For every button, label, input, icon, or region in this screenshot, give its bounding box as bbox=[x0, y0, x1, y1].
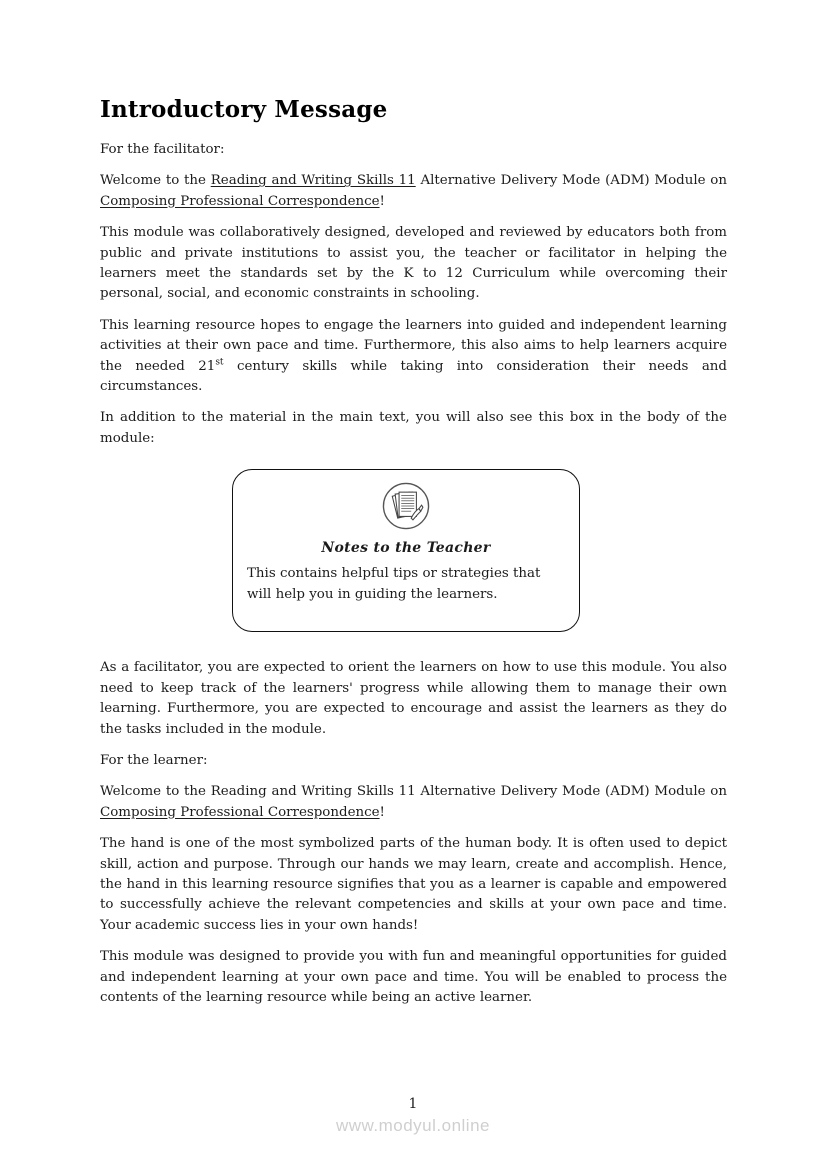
module-topic-underlined-2: Composing Professional Correspondence bbox=[100, 804, 380, 820]
welcome-facilitator-mid: Alternative Delivery Mode (ADM) Module on bbox=[415, 173, 727, 189]
welcome-learner-post: ! bbox=[379, 804, 385, 820]
for-learner-label: For the learner: bbox=[100, 752, 208, 768]
collaborative-paragraph: This module was collaboratively designed, developed and reviewed by educators both from public and private institutions to assist you, the teacher or facilitator in helping the learners meet the standards set by the K to 12 Curriculum while overcoming their personal, social, and economic constraints in schooling. bbox=[100, 225, 727, 302]
for-facilitator-label: For the facilitator: bbox=[100, 142, 225, 157]
notes-to-teacher-icon bbox=[380, 480, 432, 532]
hand-paragraph: The hand is one of the most symbolized parts of the human body. It is often used to depict skill, action and purpose. Through our hands we may learn, create and accomplish. Hence, the hand in this learning resource signifies that you as a learner is capable and empowered to successfully achieve the relevant competencies and skills at your own pace and time. Your academic success lies in your own hands! bbox=[100, 836, 727, 933]
page-number: 1 bbox=[408, 1096, 418, 1112]
welcome-learner-pre: Welcome to the Reading and Writing Skills 11 Alternative Delivery Mode (ADM) Module on bbox=[100, 784, 727, 800]
welcome-learner-paragraph bbox=[100, 782, 727, 823]
welcome-facilitator-paragraph bbox=[100, 171, 727, 212]
module-subject-underlined: Reading and Writing Skills 11 bbox=[210, 173, 416, 189]
website-watermark: www.modyul.online bbox=[335, 1116, 490, 1135]
learning-resource-post: century skills while taking into consideration their needs and circumstances. bbox=[100, 358, 727, 395]
notes-box-body: This contains helpful tips or strategies that will help you in guiding the learners. bbox=[247, 566, 541, 602]
welcome-facilitator-pre: Welcome to the bbox=[100, 173, 211, 189]
learning-resource-pre: This learning resource hopes to engage the learners into guided and independent learning activities at their own pace and time. Furthermore, this also aims to help learners acquire the needed 21 bbox=[100, 317, 727, 374]
welcome-facilitator-post: ! bbox=[379, 193, 385, 209]
designed-paragraph: This module was designed to provide you with fun and meaningful opportunities for guided and independent learning at your own pace and time. You will be enabled to process the contents of the learning resource while being an active learner. bbox=[100, 949, 727, 1005]
module-topic-underlined: Composing Professional Correspondence bbox=[100, 193, 380, 209]
notes-to-teacher-box bbox=[232, 469, 580, 632]
page-title: Introductory Message bbox=[100, 96, 388, 123]
page-content bbox=[100, 96, 727, 1019]
notes-box-title: Notes to the Teacher bbox=[321, 540, 491, 557]
ordinal-superscript: st bbox=[215, 357, 224, 368]
in-addition-paragraph: In addition to the material in the main text, you will also see this box in the body of the module: bbox=[100, 410, 727, 446]
learning-resource-paragraph bbox=[100, 316, 727, 398]
as-facilitator-paragraph: As a facilitator, you are expected to orient the learners on how to use this module. You also need to keep track of the learners' progress while allowing them to manage their own learning. Furthermore, you are expected to encourage and assist the learners as they do the tasks included in the module. bbox=[100, 660, 727, 737]
notes-icon-container bbox=[247, 480, 565, 536]
